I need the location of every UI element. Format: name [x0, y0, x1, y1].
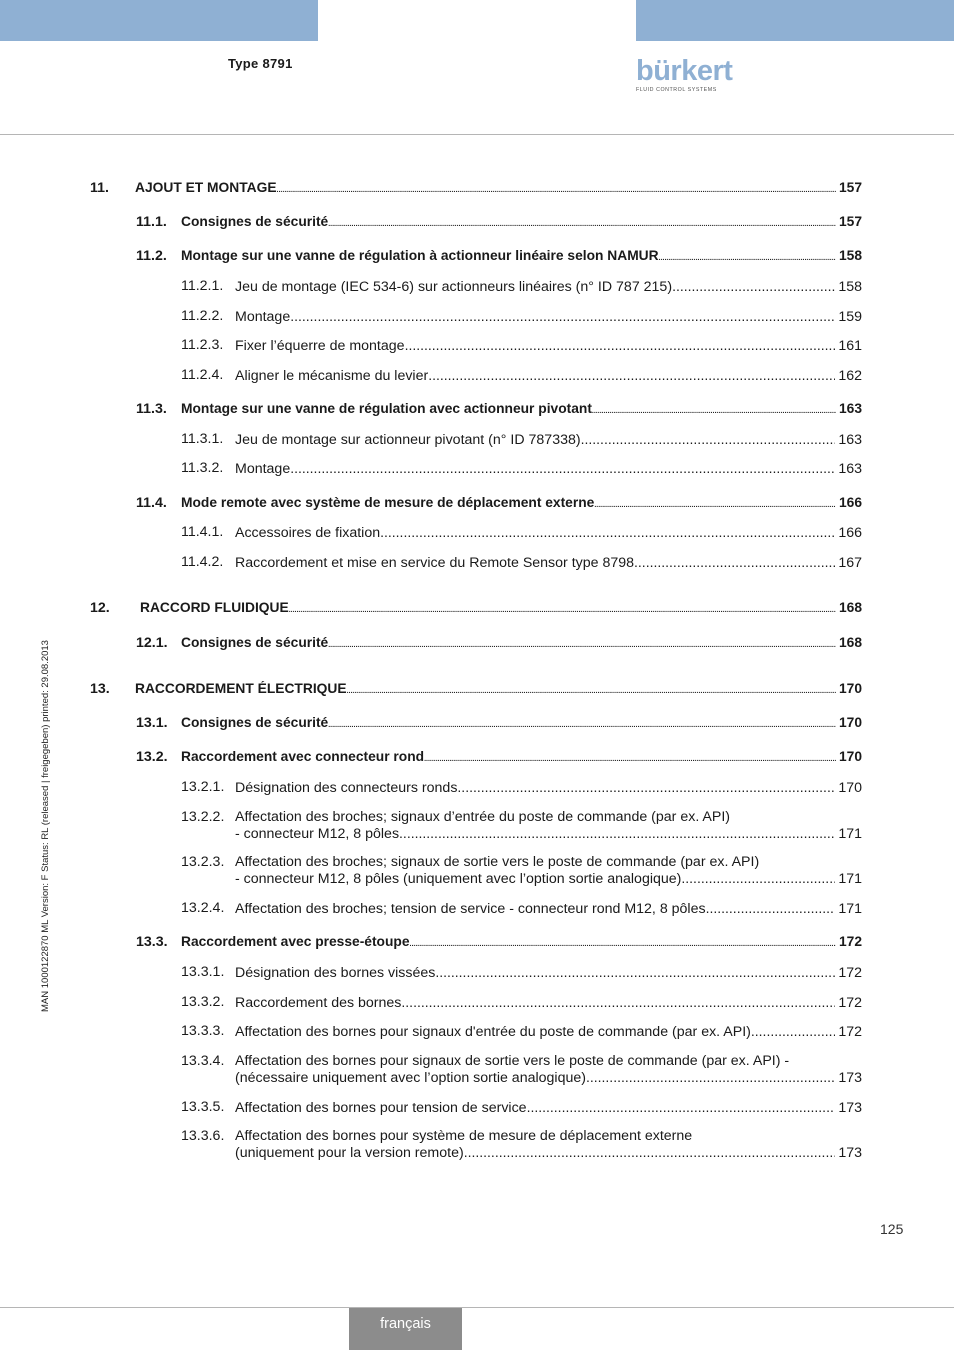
toc-entry-body: [181, 934, 862, 953]
toc-entry-line: [235, 870, 862, 887]
toc-entry-number: 13.: [90, 681, 110, 697]
toc-entry-number: 13.3.1.: [181, 964, 225, 980]
toc-entry-number: 11.2.2.: [181, 308, 224, 324]
logo-wordmark: bürkert: [636, 55, 733, 87]
toc-leader-dots: [428, 367, 835, 383]
toc-leader-dots: [290, 308, 835, 324]
toc-entry-line: [181, 401, 862, 420]
toc-entry-line: [235, 308, 862, 325]
toc-entry-title[interactable]: Raccordement avec connecteur rond: [181, 749, 425, 764]
toc-entry-line: [235, 1144, 862, 1161]
toc-leader-dots: [457, 779, 835, 795]
toc-entry-number: 11.3.1.: [181, 431, 224, 447]
toc-leader-dots: [277, 183, 836, 199]
toc-entry-body: [235, 1053, 862, 1086]
toc-page-number[interactable]: 171: [838, 901, 862, 917]
toc-page-number[interactable]: 171: [838, 871, 862, 887]
toc-entry-line: [181, 715, 862, 734]
toc-entry-body: [235, 900, 862, 917]
toc-entry-title[interactable]: Jeu de montage sur actionneur pivotant (n° ID 787338): [235, 432, 581, 448]
toc-leader-dots: [464, 1144, 836, 1160]
toc-entry-number: 11.4.1.: [181, 524, 224, 540]
toc-entry-body: [135, 681, 862, 700]
toc-entry-number: 13.2.3.: [181, 854, 225, 870]
toc-entry-number: 11.4.2.: [181, 554, 224, 570]
toc-leader-dots: [706, 900, 836, 916]
toc-entry-body: [235, 854, 862, 887]
toc-leader-dots: [380, 524, 835, 540]
toc-entry-line: [235, 1053, 862, 1069]
toc-page-number[interactable]: 159: [838, 309, 862, 325]
footer-divider: [0, 1307, 954, 1308]
toc-entry-body: [235, 524, 862, 541]
toc-entry-line: [235, 1023, 862, 1040]
toc-entry-title[interactable]: - connecteur M12, 8 pôles: [235, 826, 400, 842]
toc-page-number[interactable]: 170: [838, 681, 862, 696]
toc-entry-number: 11.2.1.: [181, 278, 224, 294]
toc-entry-title[interactable]: Consignes de sécurité: [181, 214, 329, 229]
toc-entry-line: [135, 681, 862, 700]
toc-entry-body: [181, 635, 862, 654]
toc-leader-dots: [594, 498, 836, 514]
toc-leader-dots: [401, 994, 835, 1010]
toc-entry-title[interactable]: Affectation des broches; signaux d’entrée du poste de commande (par ex. API): [235, 809, 731, 825]
toc-entry-body: [235, 809, 862, 842]
toc-entry-line: [235, 854, 862, 870]
toc-page-number[interactable]: 167: [838, 555, 862, 571]
document-type: Type 8791: [228, 56, 293, 71]
toc-entry-line: [235, 1128, 862, 1144]
toc-entry-line: [235, 900, 862, 917]
toc-entry-body: [181, 495, 862, 514]
toc-entry-body: [235, 964, 862, 981]
toc-entry-line: [235, 825, 862, 842]
toc-entry-number: 11.2.: [136, 248, 167, 264]
toc-entry-body: [140, 600, 862, 619]
toc-leader-dots: [672, 278, 835, 294]
toc-entry-number: 13.3.: [136, 934, 168, 950]
language-tab: français: [349, 1308, 462, 1350]
toc-entry-number: 11.: [90, 180, 109, 196]
toc-entry-number: 12.: [90, 600, 110, 616]
toc-entry-line: [181, 214, 862, 233]
toc-entry-line: [235, 367, 862, 384]
toc-entry-number: 13.1.: [136, 715, 168, 731]
toc-page-number[interactable]: 173: [838, 1145, 862, 1161]
toc-entry-number: 11.2.4.: [181, 367, 224, 383]
toc-leader-dots: [527, 1099, 836, 1115]
toc-entry-title[interactable]: Mode remote avec système de mesure de déplacement externe: [181, 495, 595, 510]
toc-entry-body: [235, 1128, 862, 1161]
toc-entry-body: [235, 278, 862, 295]
toc-entry-body: [181, 401, 862, 420]
toc-entry-line: [235, 809, 862, 825]
toc-entry-title[interactable]: Désignation des connecteurs ronds: [235, 780, 458, 796]
toc-entry-body: [135, 180, 862, 199]
toc-entry-title[interactable]: - connecteur M12, 8 pôles (uniquement avec l’option sortie analogique): [235, 871, 682, 887]
toc-entry-body: [181, 214, 862, 233]
toc-leader-dots: [581, 431, 836, 447]
toc-entry-title[interactable]: Jeu de montage (IEC 534-6) sur actionneurs linéaires (n° ID 787 215): [235, 279, 673, 295]
toc-entry-title[interactable]: (nécessaire uniquement avec l’option sortie analogique): [235, 1070, 586, 1086]
toc-entry-line: [235, 964, 862, 981]
toc-leader-dots: [399, 825, 835, 841]
toc-entry-number: 13.2.: [136, 749, 168, 765]
toc-entry-line: [181, 635, 862, 654]
toc-entry-body: [235, 460, 862, 477]
toc-leader-dots: [328, 718, 836, 734]
toc-entry-line: [235, 278, 862, 295]
toc-leader-dots: [751, 1023, 835, 1039]
toc-entry-title[interactable]: Montage: [235, 461, 291, 477]
toc-entry-number: 12.1.: [136, 635, 168, 651]
document-status-sidebar: MAN 1000122870 ML Version: F Status: RL (released | freigegeben) printed: 29.08.2013: [40, 640, 51, 1012]
toc-leader-dots: [347, 684, 836, 700]
page-number: 125: [880, 1221, 904, 1237]
toc-entry-title[interactable]: Consignes de sécurité: [181, 715, 329, 730]
toc-entry-body: [235, 994, 862, 1011]
toc-page-number[interactable]: 158: [838, 279, 862, 295]
toc-page-number[interactable]: 166: [838, 525, 862, 541]
toc-leader-dots: [410, 937, 836, 953]
toc-leader-dots: [290, 460, 835, 476]
toc-entry-title[interactable]: Désignation des bornes vissées: [235, 965, 436, 981]
toc-page-number[interactable]: 170: [838, 780, 862, 796]
toc-page-number[interactable]: 172: [838, 965, 862, 981]
toc-entry-title[interactable]: Accessoires de fixation: [235, 525, 381, 541]
toc-entry-line: [181, 934, 862, 953]
toc-entry-body: [235, 1099, 862, 1116]
toc-entry-line: [181, 749, 862, 768]
toc-entry-number: 13.2.2.: [181, 809, 225, 825]
toc-page-number[interactable]: 170: [838, 715, 862, 730]
toc-leader-dots: [424, 752, 836, 768]
toc-entry-title[interactable]: Raccordement et mise en service du Remote Sensor type 8798: [235, 555, 635, 571]
toc-entry-line: [140, 600, 862, 619]
toc-entry-title[interactable]: Affectation des bornes pour tension de service: [235, 1100, 527, 1116]
toc-entry-number: 13.3.4.: [181, 1053, 225, 1069]
toc-entry-title[interactable]: Montage: [235, 309, 291, 325]
toc-leader-dots: [435, 964, 835, 980]
toc-leader-dots: [592, 404, 836, 420]
toc-entry-title[interactable]: Affectation des bornes pour signaux de sortie vers le poste de commande (par ex. API) -: [235, 1053, 790, 1069]
toc-page-number[interactable]: 172: [838, 995, 862, 1011]
toc-page-number[interactable]: 173: [838, 1100, 862, 1116]
logo-subtitle: FLUID CONTROL SYSTEMS: [636, 87, 717, 93]
toc-page-number[interactable]: 162: [838, 368, 862, 384]
toc-entry-number: 13.3.5.: [181, 1099, 225, 1115]
toc-entry-title[interactable]: Aligner le mécanisme du levier: [235, 368, 429, 384]
toc-entry-line: [135, 180, 862, 199]
toc-leader-dots: [659, 251, 836, 267]
toc-leader-dots: [681, 870, 835, 886]
toc-page-number[interactable]: 163: [838, 401, 862, 416]
toc-entry-number: 11.3.: [136, 401, 167, 417]
toc-entry-title[interactable]: RACCORD FLUIDIQUE: [140, 600, 289, 615]
toc-entry-body: [235, 367, 862, 384]
toc-page-number[interactable]: 173: [838, 1070, 862, 1086]
toc-entry-number: 11.3.2.: [181, 460, 224, 476]
toc-entry-body: [181, 715, 862, 734]
toc-entry-number: 13.3.2.: [181, 994, 225, 1010]
toc-page-number[interactable]: 172: [838, 934, 862, 949]
toc-leader-dots: [328, 217, 836, 233]
toc-entry-number: 13.3.3.: [181, 1023, 225, 1039]
toc-entry-title[interactable]: Affectation des broches; signaux de sortie vers le poste de commande (par ex. API): [235, 854, 760, 870]
toc-entry-title[interactable]: Montage sur une vanne de régulation avec actionneur pivotant: [181, 401, 592, 416]
toc-entry-line: [181, 495, 862, 514]
toc-entry-body: [235, 554, 862, 571]
toc-entry-line: [235, 524, 862, 541]
toc-entry-number: 11.4.: [136, 495, 167, 511]
toc-entry-title[interactable]: Affectation des broches; tension de service - connecteur rond M12, 8 pôles: [235, 901, 706, 917]
toc-page-number[interactable]: 168: [838, 635, 862, 650]
toc-entry-title[interactable]: Montage sur une vanne de régulation à actionneur linéaire selon NAMUR: [181, 248, 659, 263]
toc-page-number[interactable]: 157: [838, 180, 862, 195]
toc-page-number[interactable]: 161: [838, 338, 862, 354]
toc-page-number[interactable]: 158: [838, 248, 862, 263]
toc-entry-number: 13.2.4.: [181, 900, 225, 916]
toc-entry-body: [235, 1023, 862, 1040]
toc-entry-title[interactable]: Affectation des bornes pour système de mesure de déplacement externe: [235, 1128, 693, 1144]
toc-page-number[interactable]: 170: [838, 749, 862, 764]
toc-entry-number: 11.2.3.: [181, 337, 224, 353]
toc-page-number[interactable]: 166: [838, 495, 862, 510]
toc-entry-line: [235, 337, 862, 354]
toc-entry-line: [235, 994, 862, 1011]
toc-entry-title[interactable]: Affectation des bornes pour signaux d'entrée du poste de commande (par ex. API): [235, 1024, 751, 1040]
toc-leader-dots: [289, 603, 836, 619]
toc-entry-line: [235, 460, 862, 477]
toc-entry-body: [181, 248, 862, 267]
toc-page-number[interactable]: 163: [838, 461, 862, 477]
toc-page-number[interactable]: 171: [838, 826, 862, 842]
toc-entry-line: [235, 779, 862, 796]
toc-entry-body: [235, 337, 862, 354]
toc-entry-number: 13.2.1.: [181, 779, 225, 795]
toc-entry-body: [235, 431, 862, 448]
toc-leader-dots: [586, 1069, 835, 1085]
toc-entry-title[interactable]: Consignes de sécurité: [181, 635, 329, 650]
toc-entry-line: [181, 248, 862, 267]
toc-entry-title[interactable]: Raccordement des bornes: [235, 995, 402, 1011]
toc-entry-body: [235, 308, 862, 325]
toc-entry-title[interactable]: RACCORDEMENT ÉLECTRIQUE: [135, 681, 347, 696]
toc-entry-number: 11.1.: [136, 214, 167, 230]
toc-leader-dots: [405, 337, 836, 353]
toc-leader-dots: [328, 638, 836, 654]
toc-entry-body: [235, 779, 862, 796]
toc-entry-line: [235, 1099, 862, 1116]
toc-entry-title[interactable]: Fixer l’équerre de montage: [235, 338, 405, 354]
toc-leader-dots: [634, 554, 835, 570]
toc-entry-title[interactable]: Raccordement avec presse-étoupe: [181, 934, 410, 949]
toc-entry-number: 13.3.6.: [181, 1128, 225, 1144]
toc-page-number[interactable]: 168: [838, 600, 862, 615]
toc-page-number[interactable]: 172: [838, 1024, 862, 1040]
toc-entry-title[interactable]: AJOUT ET MONTAGE: [135, 180, 277, 195]
toc-page-number[interactable]: 157: [838, 214, 862, 229]
toc-entry-title[interactable]: (uniquement pour la version remote): [235, 1145, 464, 1161]
toc-entry-line: [235, 1069, 862, 1086]
toc-page-number[interactable]: 163: [838, 432, 862, 448]
toc-entry-line: [235, 431, 862, 448]
toc-entry-body: [181, 749, 862, 768]
toc-entry-line: [235, 554, 862, 571]
